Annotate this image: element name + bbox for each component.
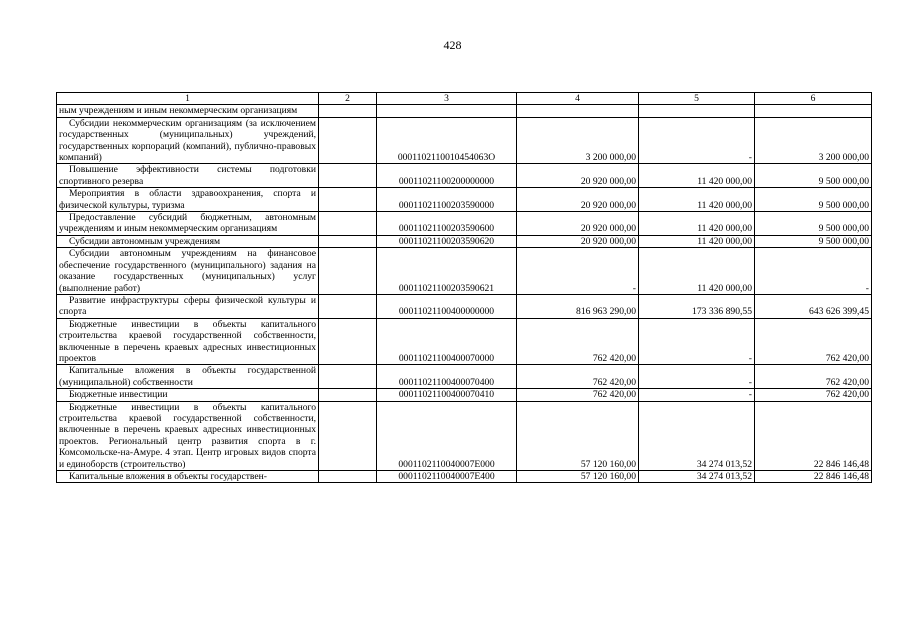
row-value-col5: -	[639, 389, 755, 401]
row-budget-code: 00011021100400070400	[377, 365, 517, 389]
row-budget-code: 00011021100203590621	[377, 248, 517, 295]
table-row	[57, 117, 872, 164]
row-value-col5: 11 420 000,00	[639, 188, 755, 212]
row-column-2	[319, 188, 377, 212]
row-column-2	[319, 365, 377, 389]
row-value-col6: -	[755, 248, 872, 295]
row-value-col6: 762 420,00	[755, 365, 872, 389]
table-body	[57, 93, 872, 483]
row-budget-code	[377, 105, 517, 117]
row-value-col4: 762 420,00	[517, 389, 639, 401]
table-row	[57, 105, 872, 117]
row-description: Субсидии некоммерческим организациям (за исключением государственных (муниципальных) учреждений, государственных корпораций (компаний), публично-правовых компаний)	[57, 117, 319, 164]
row-value-col5: -	[639, 117, 755, 164]
row-column-2	[319, 318, 377, 365]
row-column-2	[319, 401, 377, 470]
row-budget-code: 00011021100203590620	[377, 235, 517, 247]
row-budget-code: 00011021100400070410	[377, 389, 517, 401]
row-description: Субсидии автономным учреждениям на финансовое обеспечение государственного (муниципального) задания на оказание государственных (муниципальных) услуг (выполнение работ)	[57, 248, 319, 295]
row-value-col5: -	[639, 365, 755, 389]
row-value-col4: 57 120 160,00	[517, 401, 639, 470]
row-value-col4: 816 963 290,00	[517, 294, 639, 318]
row-column-2	[319, 235, 377, 247]
row-column-2	[319, 117, 377, 164]
table-row	[57, 235, 872, 247]
table-row	[57, 471, 872, 483]
row-value-col5: 11 420 000,00	[639, 248, 755, 295]
table-row	[57, 365, 872, 389]
table-row	[57, 212, 872, 236]
row-description: Повышение эффективности системы подготовки спортивного резерва	[57, 164, 319, 188]
row-column-2	[319, 294, 377, 318]
row-budget-code: 00011021100203590600	[377, 212, 517, 236]
row-value-col6: 22 846 146,48	[755, 401, 872, 470]
table-row	[57, 318, 872, 365]
row-description: Бюджетные инвестиции в объекты капитального строительства краевой государственной собственности, включенные в перечень краевых адресных инвестиционных проектов	[57, 318, 319, 365]
column-header-6: 6	[755, 93, 872, 105]
row-value-col4: 20 920 000,00	[517, 164, 639, 188]
table-header-row	[57, 93, 872, 105]
row-budget-code: 00011021100200000000	[377, 164, 517, 188]
row-budget-code: 0001102110010454063О	[377, 117, 517, 164]
row-value-col5: -	[639, 318, 755, 365]
row-description: Развитие инфраструктуры сферы физической культуры и спорта	[57, 294, 319, 318]
row-column-2	[319, 471, 377, 483]
row-value-col6: 9 500 000,00	[755, 164, 872, 188]
row-value-col4: 762 420,00	[517, 365, 639, 389]
row-value-col4: -	[517, 248, 639, 295]
row-budget-code: 0001102110040007Е000	[377, 401, 517, 470]
row-value-col4: 20 920 000,00	[517, 212, 639, 236]
row-value-col6: 22 846 146,48	[755, 471, 872, 483]
row-budget-code: 00011021100400000000	[377, 294, 517, 318]
row-value-col4: 57 120 160,00	[517, 471, 639, 483]
row-value-col4: 762 420,00	[517, 318, 639, 365]
row-description: Капитальные вложения в объекты государствен-	[57, 471, 319, 483]
row-value-col4: 3 200 000,00	[517, 117, 639, 164]
row-value-col6: 643 626 399,45	[755, 294, 872, 318]
row-value-col5: 34 274 013,52	[639, 471, 755, 483]
row-value-col5: 34 274 013,52	[639, 401, 755, 470]
table-row	[57, 248, 872, 295]
row-description: Субсидии автономным учреждениям	[57, 235, 319, 247]
row-value-col5	[639, 105, 755, 117]
row-description: Предоставление субсидий бюджетным, автономным учреждениям и иным некоммерческим организациям	[57, 212, 319, 236]
column-header-4: 4	[517, 93, 639, 105]
row-column-2	[319, 164, 377, 188]
row-value-col6: 9 500 000,00	[755, 212, 872, 236]
row-budget-code: 00011021100400070000	[377, 318, 517, 365]
table-row	[57, 389, 872, 401]
column-header-2: 2	[319, 93, 377, 105]
row-value-col6	[755, 105, 872, 117]
row-budget-code: 00011021100203590000	[377, 188, 517, 212]
row-value-col5: 173 336 890,55	[639, 294, 755, 318]
row-value-col4	[517, 105, 639, 117]
row-value-col6: 9 500 000,00	[755, 235, 872, 247]
row-value-col5: 11 420 000,00	[639, 164, 755, 188]
column-header-5: 5	[639, 93, 755, 105]
row-description: Капитальные вложения в объекты государственной (муниципальной) собственности	[57, 365, 319, 389]
row-value-col4: 20 920 000,00	[517, 235, 639, 247]
row-description: Бюджетные инвестиции в объекты капитального строительства краевой государственной собственности, включенные в перечень краевых адресных инвестиционных проектов. Региональный центр развития спорта в г. Комсомольске-на-Амуре. 4 этап. Центр игровых видов спорта и единоборств (строительство)	[57, 401, 319, 470]
table-row	[57, 188, 872, 212]
row-value-col4: 20 920 000,00	[517, 188, 639, 212]
row-description: Мероприятия в области здравоохранения, спорта и физической культуры, туризма	[57, 188, 319, 212]
row-budget-code: 0001102110040007Е400	[377, 471, 517, 483]
table-row	[57, 294, 872, 318]
row-value-col6: 3 200 000,00	[755, 117, 872, 164]
row-column-2	[319, 105, 377, 117]
row-value-col5: 11 420 000,00	[639, 212, 755, 236]
row-value-col6: 9 500 000,00	[755, 188, 872, 212]
page-number: 428	[443, 38, 462, 52]
table-row	[57, 164, 872, 188]
column-header-3: 3	[377, 93, 517, 105]
row-value-col6: 762 420,00	[755, 389, 872, 401]
row-value-col5: 11 420 000,00	[639, 235, 755, 247]
row-column-2	[319, 389, 377, 401]
row-column-2	[319, 212, 377, 236]
row-description: Бюджетные инвестиции	[57, 389, 319, 401]
row-value-col6: 762 420,00	[755, 318, 872, 365]
budget-table	[56, 92, 872, 483]
column-header-1: 1	[57, 93, 319, 105]
row-description: ным учреждениям и иным некоммерческим организациям	[57, 105, 319, 117]
table-row	[57, 401, 872, 470]
row-column-2	[319, 248, 377, 295]
